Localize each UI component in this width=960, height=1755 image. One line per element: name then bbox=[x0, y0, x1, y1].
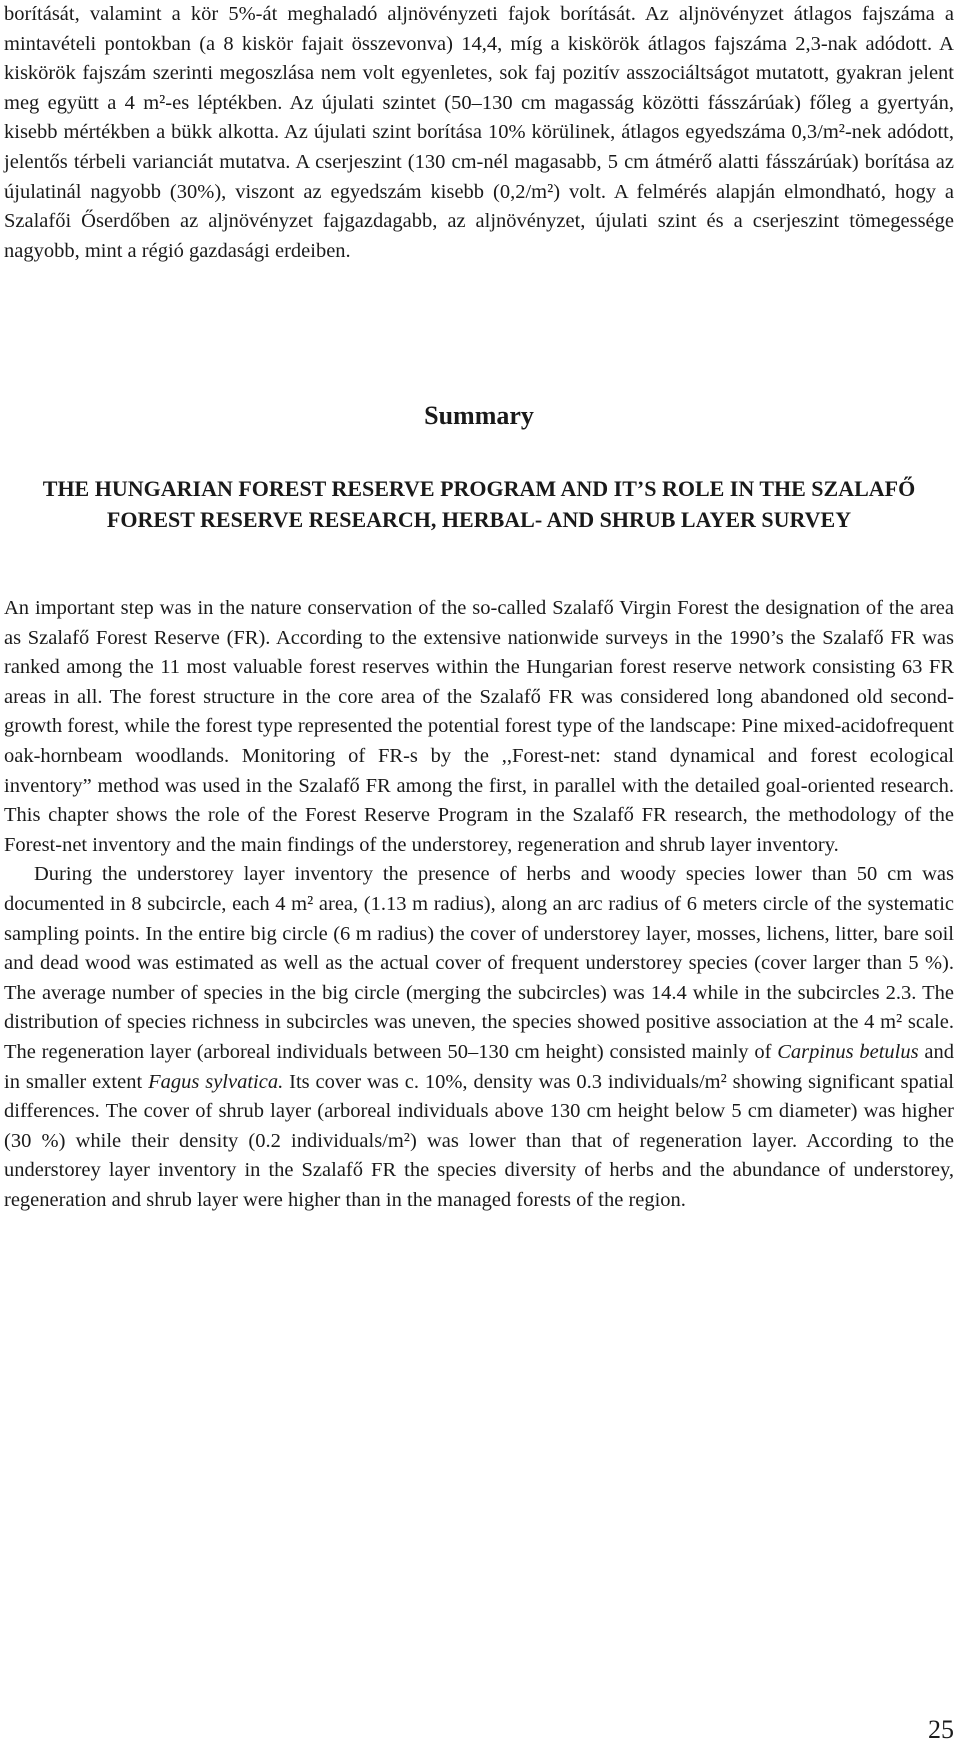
page-number: 25 bbox=[928, 1715, 954, 1744]
summary-paragraph-2 bbox=[4, 860, 954, 1215]
summary-body bbox=[4, 594, 954, 1215]
species-name-fagus: Fagus sylvatica. bbox=[148, 1070, 284, 1093]
summary-paragraph-2-part-2: and in smaller extent bbox=[4, 1040, 954, 1093]
species-name-carpinus: Carpinus betulus bbox=[777, 1040, 919, 1063]
hungarian-abstract-block bbox=[4, 0, 954, 266]
english-title: THE HUNGARIAN FOREST RESERVE PROGRAM AND IT’S ROLE IN THE SZALAFŐ FOREST RESERVE RESEARCH, HERBAL- AND SHRUB LAYER SURVEY bbox=[42, 476, 916, 532]
summary-paragraph-1: An important step was in the nature conservation of the so-called Szalafő Virgin Forest the designation of the area as Szalafő Forest Reserve (FR). According to the extensive nationwide surveys in the 1990’s the Szalafő FR was ranked among the 11 most valuable forest reserves within the Hungarian forest reserve network consisting 63 FR areas in all. The forest structure in the core area of the Szalafő FR was considered long abandoned old second-growth forest, while the forest type represented the potential forest type of the landscape: Pine mixed-acidofrequent oak-hornbeam woodlands. Monitoring of FR-s by the ,,Forest-net: stand dynamical and forest ecological inventory” method was used in the Szalafő FR among the first, in parallel with the detailed goal-oriented research. This chapter shows the role of the Forest Reserve Program in the Szalafő FR research, the methodology of the Forest-net inventory and the main findings of the understorey, regeneration and shrub layer inventory. bbox=[4, 597, 954, 856]
summary-paragraph-2-part-1: During the understorey layer inventory the presence of herbs and woody species lower than 50 cm was documented in 8 subcircle, each 4 m² area, (1.13 m radius), along an arc radius of 6 meters circle of the systematic sampling points. In the entire big circle (6 m radius) the cover of understorey layer, mosses, lichens, litter, bare soil and dead wood was estimated as well as the actual cover of frequent understorey species (cover larger than 5 %). The average number of species in the big circle (merging the subcircles) was 14.4 while in the subcircles 2.3. The distribution of species richness in subcircles was uneven, the species showed positive association at the 4 m² scale. The regeneration layer (arboreal individuals between 50–130 cm height) consisted mainly of bbox=[4, 863, 954, 1063]
summary-paragraph-2-part-3: Its cover was c. 10%, density was 0.3 individuals/m² showing significant spatial differences. The cover of shrub layer (arboreal individuals above 130 cm height below 5 cm diameter) was higher (30 %) while their density (0.2 individuals/m²) was lower than that of regeneration layer. According to the understorey layer inventory in the Szalafő FR the species diversity of herbs and the abundance of understorey, regeneration and shrub layer were higher than in the managed forests of the region. bbox=[4, 1070, 954, 1211]
summary-heading: Summary bbox=[424, 401, 534, 430]
hungarian-paragraph: borítását, valamint a kör 5%-át meghaladó aljnövényzeti fajok borítását. Az aljnövényzet átlagos fajszáma a mintavételi pontokban (a 8 kiskör fajait összevonva) 14,4, míg a kiskörök átlagos fajszáma 2,3-nak adódott. A kiskörök fajszám szerinti megoszlása nem volt egyenletes, sok faj pozitív asszociáltságot mutatott, gyakran jelent meg együtt a 4 m²-es léptékben. Az újulati szintet (50–130 cm magasság közötti fásszárúak) főleg a gyertyán, kisebb mértékben a bükk alkotta. Az újulati szint borítása 10% körülinek, átlagos egyedszáma 0,3/m²-nek adódott, jelentős térbeli varianciát mutatva. A cserjeszint (130 cm-nél magasabb, 5 cm átmérő alatti fásszárúak) borítása az újulatinál nagyobb (30%), viszont az egyedszám kisebb (0,2/m²) volt. A felmérés alapján elmondható, hogy a Szalafői Őserdőben az aljnövényzet fajgazdagabb, az aljnövényzet, újulati szint és a cserjeszint tömegessége nagyobb, mint a régió gazdasági erdeiben. bbox=[4, 3, 954, 262]
